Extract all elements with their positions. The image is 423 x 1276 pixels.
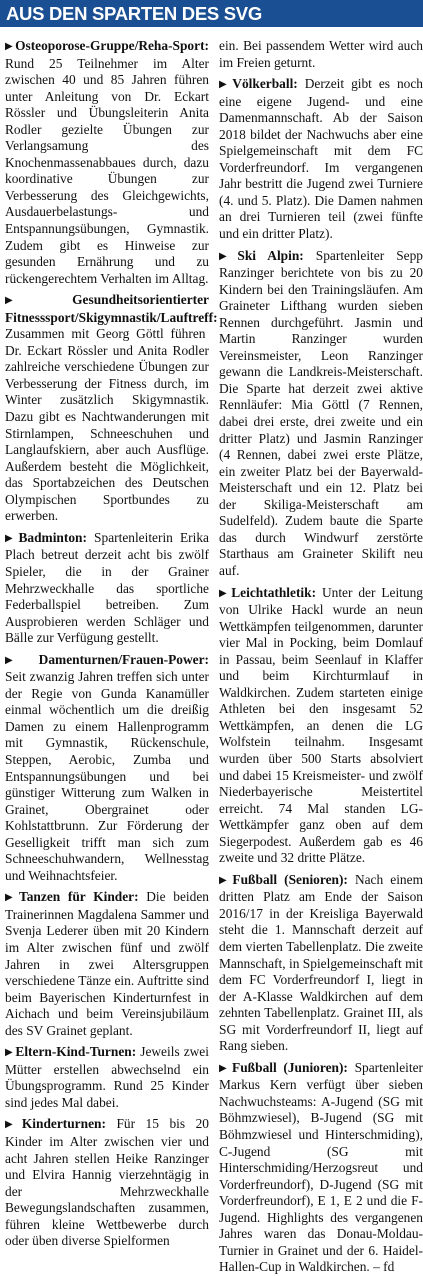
triangle-right-icon: ▶ (5, 532, 17, 544)
paragraph-badminton (5, 530, 209, 647)
paragraph-text: Nach einem dritten Platz am Ende der Saison 2016/17 in der Kreisliga Bayerwald steht die 1. Mannschaft derzeit auf dem vierten Tabellenplatz. Die zweite Mannschaft, in Spielgemeinschaft mit dem FC Vorderfreundorf I, liegt in der A-Klasse Waldkirchen auf dem zehnten Tabellenplatz. Grainet III, als SG mit Vorderfreundorf II, liegt auf Rang sieben. (219, 871, 423, 1054)
paragraph-tanzen (5, 889, 209, 1039)
triangle-right-icon: ▶ (219, 1062, 231, 1074)
paragraph-text: Derzeit gibt es noch eine eigene Jugend- und eine Damenmannschaft. Ab der Saison 2018 bildet der Nachwuchs aber eine Spielgemeinschaft mit dem FC Vorderfreundorf. Im vergangenen Jahr bestritt die Jugend zwei Turniere (4. und 5. Platz). Die Damen nahmen an drei Turnieren teil (zwei fünfte und ein dritter Platz). (219, 76, 423, 242)
topic-label: Fußball (Senioren): (232, 871, 348, 887)
right-column (219, 38, 423, 1275)
triangle-right-icon: ▶ (5, 41, 14, 52)
paragraph-kinderturnen (5, 1116, 209, 1249)
paragraph-text: Zusammen mit Georg Göttl führen Dr. Eckart Rössler und Anita Rodler zahlreiche verschiedene Übungen zur Verbesserung der Fitness durch, im Winter zusätzlich Skigymnastik. Dazu gibt es Nachtwanderungen mit Stirnlampen, Schneeschuhen und Langlaufskiern, aber auch Ausflüge. Außerdem besteht die Möglichkeit, das Sportabzeichen des Deutschen Olympischen Sportbundes zu erwerben. (5, 326, 209, 524)
paragraph-voelkerball (219, 76, 423, 242)
triangle-right-icon: ▶ (5, 295, 71, 307)
paragraph-eltern-kind (5, 1044, 209, 1111)
topic-label: Leichtathletik: (231, 584, 317, 600)
triangle-right-icon: ▶ (5, 1119, 20, 1131)
topic-label: Ski Alpin: (237, 247, 304, 263)
triangle-right-icon: ▶ (219, 79, 231, 91)
topic-label: Damenturnen/Frauen-Power: (38, 651, 209, 667)
paragraph-fussball-senioren (219, 872, 423, 1055)
paragraph-text: Spartenleiter Sepp Ranzinger berichtete von bis zu 20 Kindern bei den Trainingsläufen. Am Graineter Lifthang wurden sieben Rennen durchgeführt. Jasmin und Martin Ranzinger wurden Vereinsmeister, Leon Ranzinger gewann die Landkreis-Meisterschaft. Die Sparte hat derzeit zwei aktive Rennläufer: Mia Göttl (7 Rennen, dabei drei erste, drei zweite und ein dritter Platz) und Jasmin Ranzinger (4 Rennen, dabei zwei erste Plätze, ein zweiter Platz bei der Bayerwald-Meisterschaft und ein 12. Platz bei der Skiliga-Meisterschaft am Sudelfeld). Zudem baute die Sparte das durch Windwurf zerstörte Starthaus am Graineter Skilift neu auf. (219, 247, 423, 578)
paragraph-text: Spartenleiter Markus Kern verfügt über sieben Nachwuchsteams: A-Jugend (SG mit Böhmzwiesel), B-Jugend (SG mit Böhmzwiesel und Hinterschmiding), C-Jugend (SG mit Hinterschmiding/Herzogsreut und Vorderfreundorf), D-Jugend (SG mit Vorderfreundorf), E 1, E 2 und die F-Jugend. Highlights des vergangenen Jahres waren das Donau-Moldau-Turnier in Grainet und der 6. Haidel-Hallen-Cup in Waldkirchen. (219, 1059, 423, 1275)
paragraph-leichtathletik (219, 585, 423, 867)
triangle-right-icon: ▶ (219, 587, 230, 599)
paragraph-text: Jeweils zwei Mütter erstellen abwechselnd ein Übungsprogramm. Rund 25 Kinder sind jedes Mal dabei. (5, 1044, 209, 1110)
paragraph-text: Unter der Leitung von Ulrike Hackl wurde an neun Wettkämpfen teilgenommen, darunter vier Mal in Pocking, beim Domlauf in Passau, beim Seenlauf in Klaffer und beim Kirchturmlauf in Waldkirchen. Zudem starteten einige Athleten bei den insgesamt 52 Wettkämpfen, an denen die LG Wolfstein teilnahm. Insgesamt wurden über 500 Starts absolviert und dabei 15 Kreismeister- und zwölf Niederbayerische Meistertitel erreicht. 74 Mal standen LG-Wettkämpfer ganz oben auf dem Siegerpodest. Außerdem gab es 46 zweite und 32 dritte Plätze. (219, 584, 423, 866)
paragraph-text: Für 15 bis 20 Kinder im Alter zwischen vier und acht Jahren stellen Heike Ranzinger und Elvira Hannig vierzehntägig in der Mehrzweckhalle Bewegungslandschaften zusammen, führen kleine Wettbewerbe durch oder üben diverse Spielformen (5, 1116, 209, 1249)
topic-label: Osteoporose-Gruppe/Reha-Sport: (15, 38, 209, 53)
topic-label: Gesundheitsorientierter Fitnesssport/Skigymnastik/Lauftreff: (5, 292, 218, 325)
topic-label: Völkerball: (232, 76, 298, 92)
paragraph-text: Rund 25 Teilnehmer im Alter zwischen 40 und 85 Jahren führen unter Anleitung von Dr. Eckart Rössler und Übungsleiterin Anita Rodler gezielte Übungen zur Verlangsamung des Knochenmassenabbaues durch, dazu koordinative Übungen zur Verbesserung des Gleichgewichts, Ausdauerbelastungs- und Entspannungsübungen, Gymnastik. Zudem gibt es Hinweise zur gesunden Ernährung und zu rückengerechtem Verhalten im Alltag. (5, 55, 209, 286)
paragraph-continuation: ein. Bei passendem Wetter wird auch im Freien geturnt. (219, 38, 423, 70)
paragraph-text: Die beiden Trainerinnen Magdalena Sammer und Svenja Lederer üben mit 20 Kindern im Alter zwischen fünf und zwölf Jahren in zwei Altersgruppen verschiedene Tänze ein. Auftritte sind beim Bayerischen Kinderturnfest in Aichach und beim Vereinsjubiläum des SV Grainet geplant. (5, 889, 209, 1038)
topic-label: Kinderturnen: (21, 1116, 106, 1132)
triangle-right-icon: ▶ (5, 654, 37, 666)
topic-label: Eltern-Kind-Turnen: (15, 1044, 137, 1060)
paragraph-text: Seit zwanzig Jahren treffen sich unter der Regie von Gunda Kanamüller einmal wöchentlich um die dreißig Damen zu einem Hallenprogramm mit Gymnastik, Rückenschule, Steppen, Aerobic, Zumba und Entspannungsübungen und bei günstiger Witterung zum Walken in Grainet, Obergrainet oder Kohlstattbrunn. Zur Förderung der Geselligkeit trifft man sich zum Schneeschuhwandern, Wellnesstag und Weihnachtsfeier. (5, 669, 209, 883)
paragraph-ski-alpin (219, 248, 423, 580)
left-column (5, 38, 218, 1249)
topic-label: Tanzen für Kinder: (19, 889, 139, 905)
topic-label: Fußball (Junioren): (232, 1059, 348, 1075)
paragraph-osteoporose (5, 38, 209, 287)
triangle-right-icon: ▶ (5, 892, 18, 904)
triangle-right-icon: ▶ (219, 250, 236, 262)
paragraph-text: Spartenleiterin Erika Plach betreut derzeit acht bis zwölf Spieler, die in der Grainer Mehrzweckhalle das sportliche Federballspiel betreiben. Zum Ausprobieren werden Schläger und Bälle zur Verfügung gestellt. (5, 529, 209, 646)
paragraph-damenturnen (5, 652, 209, 885)
topic-label: Badminton: (18, 529, 87, 545)
paragraph-fitness (5, 292, 218, 525)
triangle-right-icon: ▶ (5, 1047, 14, 1059)
triangle-right-icon: ▶ (219, 874, 231, 886)
paragraph-fussball-junioren (219, 1060, 423, 1276)
section-header: AUS DEN SPARTEN DES SVG (0, 0, 423, 27)
author-signature: – fd (373, 1259, 395, 1275)
